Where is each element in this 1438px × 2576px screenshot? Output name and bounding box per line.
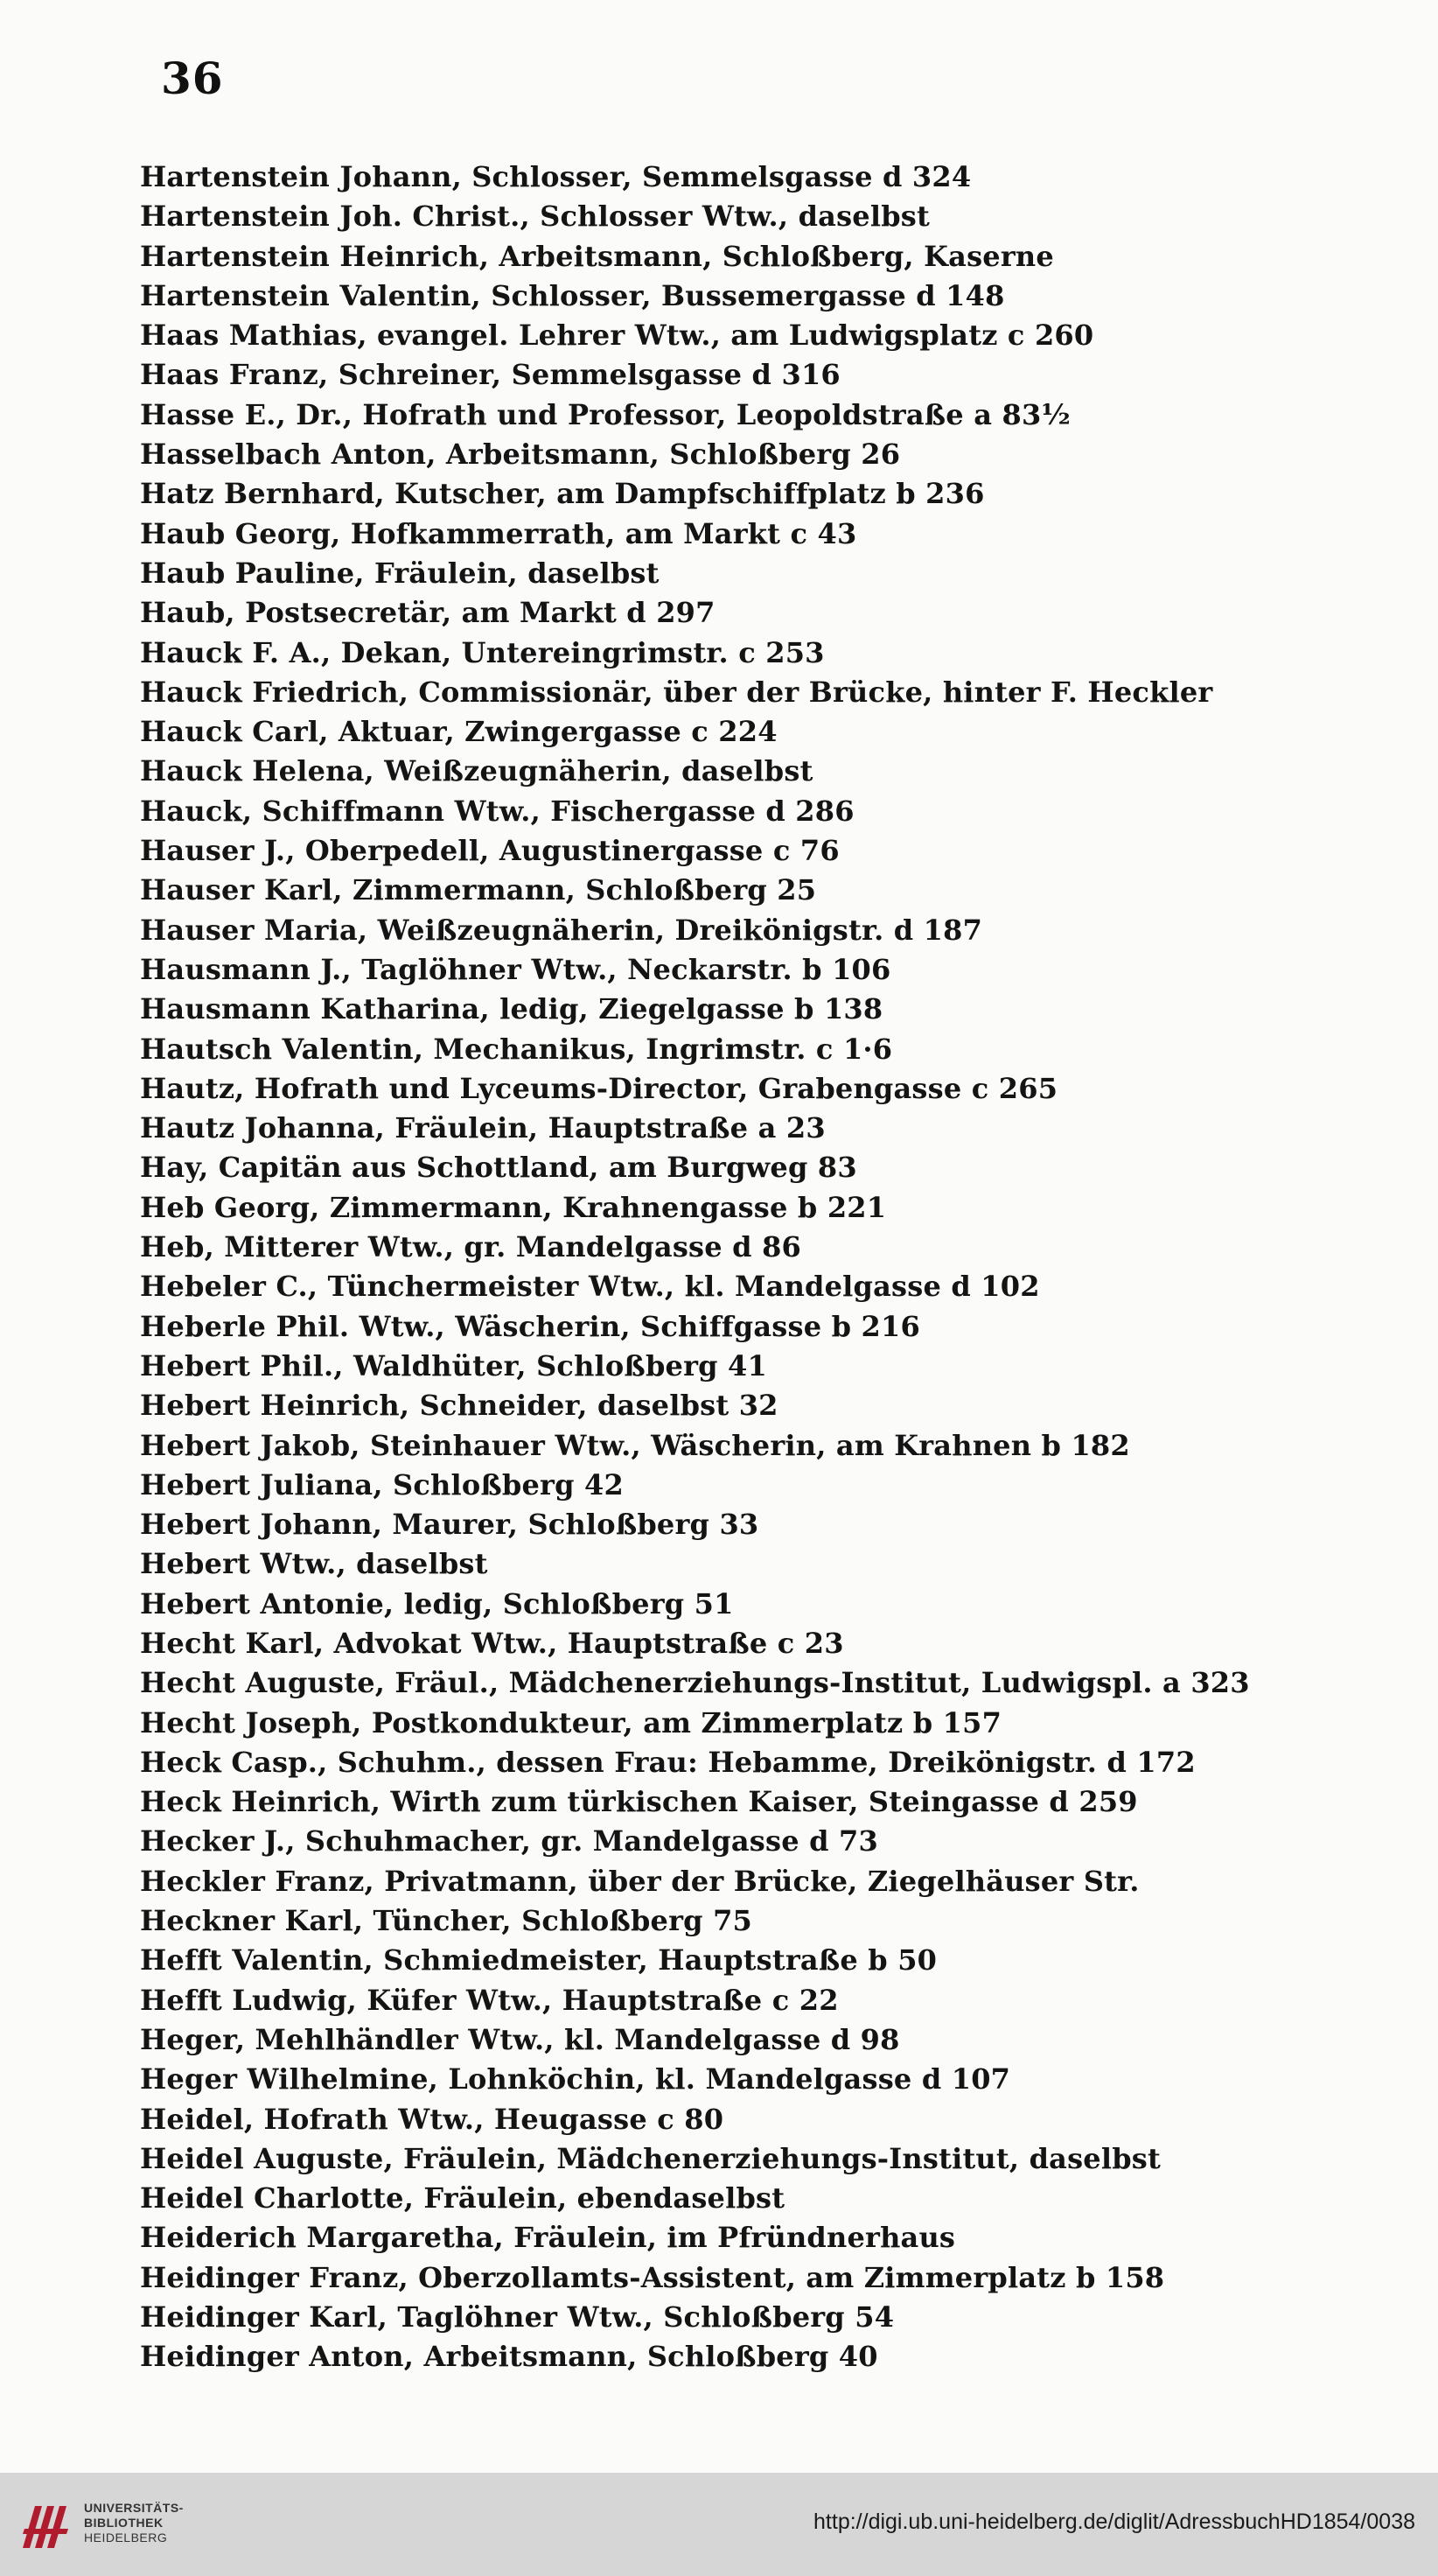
address-entry: Hautz, Hofrath und Lyceums-Director, Grabengasse c 265	[140, 1071, 1058, 1105]
address-entry: Hartenstein Joh. Christ., Schlosser Wtw., daselbst	[140, 200, 930, 234]
address-entry: Hebert Wtw., daselbst	[140, 1547, 488, 1581]
address-entry: Heidinger Anton, Arbeitsmann, Schloßberg 40	[140, 2340, 878, 2374]
address-entry: Hatz Bernhard, Kutscher, am Dampfschiffplatz b 236	[140, 477, 985, 511]
address-entry: Hebert Jakob, Steinhauer Wtw., Wäscherin, am Krahnen b 182	[140, 1428, 1130, 1462]
logo-line-1: UNIVERSITÄTS-	[84, 2501, 184, 2515]
address-entry: Hefft Valentin, Schmiedmeister, Hauptstraße b 50	[140, 1943, 938, 1978]
address-entry: Hebeler C., Tünchermeister Wtw., kl. Mandelgasse d 102	[140, 1270, 1040, 1304]
address-entry: Heidinger Karl, Taglöhner Wtw., Schloßberg 54	[140, 2300, 895, 2334]
logo-line-2: BIBLIOTHEK	[84, 2516, 164, 2530]
address-entry: Hecht Karl, Advokat Wtw., Hauptstraße c 23	[140, 1626, 844, 1660]
address-entry: Hecht Joseph, Postkondukteur, am Zimmerplatz b 157	[140, 1705, 1002, 1740]
address-entry: Hefft Ludwig, Küfer Wtw., Hauptstraße c 22	[140, 1983, 839, 2017]
address-entry: Hautsch Valentin, Mechanikus, Ingrimstr. c 1·6	[140, 1032, 893, 1066]
logo-line-3: HEIDELBERG	[84, 2530, 168, 2544]
address-entry: Hauck, Schiffmann Wtw., Fischergasse d 286	[140, 794, 855, 828]
address-entry: Haub, Postsecretär, am Markt d 297	[140, 596, 716, 630]
address-entry: Haas Franz, Schreiner, Semmelsgasse d 316	[140, 358, 841, 392]
address-entry: Heberle Phil. Wtw., Wäscherin, Schiffgasse b 216	[140, 1309, 920, 1343]
address-entry: Hebert Antonie, ledig, Schloßberg 51	[140, 1586, 734, 1620]
address-entry: Heiderich Margaretha, Fräulein, im Pfründnerhaus	[140, 2221, 956, 2255]
address-entry: Heck Heinrich, Wirth zum türkischen Kaiser, Steingasse d 259	[140, 1785, 1138, 1819]
address-entry: Haub Pauline, Fräulein, daselbst	[140, 556, 660, 590]
address-entry: Hauser Karl, Zimmermann, Schloßberg 25	[140, 873, 817, 907]
address-entry-list	[140, 158, 1312, 2377]
address-entry: Heb, Mitterer Wtw., gr. Mandelgasse d 86	[140, 1230, 802, 1264]
address-entry: Heidel Auguste, Fräulein, Mädchenerziehungs-Institut, daselbst	[140, 2141, 1161, 2175]
address-entry: Hartenstein Heinrich, Arbeitsmann, Schloßberg, Kaserne	[140, 239, 1054, 273]
address-entry: Heidel, Hofrath Wtw., Heugasse c 80	[140, 2102, 724, 2136]
university-library-logo-icon	[16, 2496, 75, 2555]
permalink-url[interactable]: http://digi.ub.uni-heidelberg.de/diglit/AdressbuchHD1854/0038	[813, 2510, 1415, 2534]
address-entry: Hasselbach Anton, Arbeitsmann, Schloßberg 26	[140, 438, 901, 472]
address-entry: Hauck Helena, Weißzeugnäherin, daselbst	[140, 754, 813, 788]
page-number: 36	[161, 52, 224, 104]
viewer-footer	[0, 2473, 1438, 2576]
address-entry: Haub Georg, Hofkammerrath, am Markt c 43	[140, 516, 857, 550]
address-entry: Haas Mathias, evangel. Lehrer Wtw., am Ludwigsplatz c 260	[140, 318, 1094, 353]
address-entry: Hartenstein Johann, Schlosser, Semmelsgasse d 324	[140, 160, 972, 193]
address-entry: Hecker J., Schuhmacher, gr. Mandelgasse d 73	[140, 1824, 878, 1858]
address-entry: Hebert Johann, Maurer, Schloßberg 33	[140, 1508, 759, 1542]
address-entry: Heger, Mehlhändler Wtw., kl. Mandelgasse d 98	[140, 2022, 900, 2056]
address-entry: Hay, Capitän aus Schottland, am Burgweg 83	[140, 1151, 857, 1185]
address-entry: Heck Casp., Schuhm., dessen Frau: Hebamme, Dreikönigstr. d 172	[140, 1745, 1196, 1779]
address-entry: Hausmann J., Taglöhner Wtw., Neckarstr. b 106	[140, 952, 891, 986]
address-entry: Hausmann Katharina, ledig, Ziegelgasse b 138	[140, 992, 883, 1026]
address-entry: Heb Georg, Zimmermann, Krahnengasse b 221	[140, 1190, 887, 1224]
address-entry: Heidel Charlotte, Fräulein, ebendaselbst	[140, 2181, 785, 2216]
address-entry: Heidinger Franz, Oberzollamts-Assistent, am Zimmerplatz b 158	[140, 2260, 1165, 2294]
address-entry: Hauck Friedrich, Commissionär, über der Brücke, hinter F. Heckler	[140, 675, 1213, 709]
address-entry: Heckner Karl, Tüncher, Schloßberg 75	[140, 1904, 753, 1938]
address-entry: Hecht Auguste, Fräul., Mädchenerziehungs-Institut, Ludwigspl. a 323	[140, 1666, 1250, 1700]
address-entry: Heger Wilhelmine, Lohnköchin, kl. Mandelgasse d 107	[140, 2062, 1011, 2096]
address-entry: Hauser J., Oberpedell, Augustinergasse c 76	[140, 834, 840, 868]
address-entry: Hauck F. A., Dekan, Untereingrimstr. c 253	[140, 635, 825, 669]
address-entry: Heckler Franz, Privatmann, über der Brücke, Ziegelhäuser Str.	[140, 1864, 1140, 1898]
address-entry: Hauser Maria, Weißzeugnäherin, Dreikönigstr. d 187	[140, 913, 983, 947]
library-logo-text	[84, 2501, 184, 2545]
address-entry: Hebert Heinrich, Schneider, daselbst 32	[140, 1389, 778, 1423]
library-logo[interactable]	[16, 2490, 199, 2560]
address-entry: Hebert Phil., Waldhüter, Schloßberg 41	[140, 1348, 767, 1382]
address-entry: Hasse E., Dr., Hofrath und Professor, Leopoldstraße a 83½	[140, 397, 1071, 431]
address-entry: Hauck Carl, Aktuar, Zwingergasse c 224	[140, 715, 778, 749]
address-entry: Hartenstein Valentin, Schlosser, Bussemergasse d 148	[140, 278, 1005, 312]
address-entry: Hebert Juliana, Schloßberg 42	[140, 1467, 624, 1502]
address-entry: Hautz Johanna, Fräulein, Hauptstraße a 23	[140, 1111, 826, 1145]
